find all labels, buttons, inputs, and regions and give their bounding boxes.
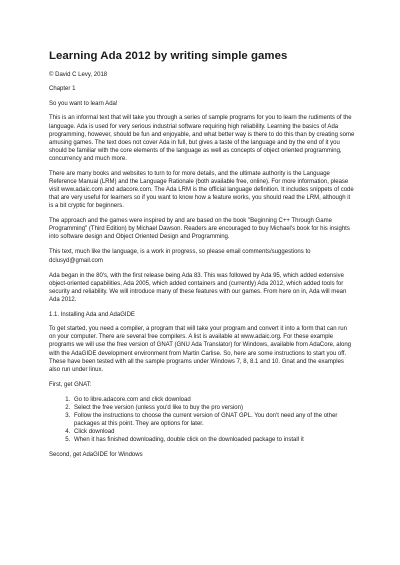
paragraph: There are many books and websites to turn to for more details, and the ultimate authority is the Language Reference Manual (LRM) and the Language Rationale (both available free, online). For more information, please visit www.adaic.com and adacore.com. The Ada LRM is the official language definition. It includes snippets of code that are very useful for learners so if you want to know how a feature works, you should read the LRM, although it is a bit cryptic for beginners. [49, 170, 354, 210]
chapter-label: Chapter 1 [49, 86, 76, 93]
paragraph: Ada began in the 80's, with the first release being Ada 83. This was followed by Ada 95, which added extensive object-oriented capabilities, Ada 2005, which added containers and (currently) Ada 2012, which added tools for security and reliability. We will introduce many of these features with our games. From here on in, Ada will mean Ada 2012. [49, 272, 347, 303]
list-item: 1. Go to libre.adacore.com and click download [72, 396, 355, 404]
paragraph: This is an informal text that will take you through a series of sample programs for you to learn the rudiments of the language. Ada is used for very serious industrial software requiring high reliability. Learning the basics of Ada programming, however, should be fun and enjoyable, and what better way is there to do this than by creating some amusing games. The text does not cover Ada in full, but gives a taste of the language and by the end of it you should be familiar with the core elements of the language as well as concepts of object oriented programming, concurrency and much more. [49, 115, 355, 162]
section-heading: 1.1. Installing Ada and AdaGIDE [49, 311, 135, 318]
paragraph: To get started, you need a compiler, a program that will take your program and convert it into a form that can run on your computer. There are several free compilers. A list is available at www.adaic.org. For these example programs we will use the free version of GNAT (GNU Ada Translator) for Windows, available from AdaCore, along with the AdaGIDE development environment from Martin Carlise. So, here are some instructions to start you off. These have been tested with all the sample programs under Windows 7, 8, 8.1 and 10. Gnat and the examples also run under linux. [49, 326, 352, 373]
step-heading: Second, get AdaGIDE for Windows [49, 452, 143, 459]
install-steps-list [49, 396, 355, 445]
document-title: Learning Ada 2012 by writing simple games [49, 50, 288, 62]
list-item: 4. Click download [72, 428, 355, 436]
copyright-line: © David C Levy, 2018 [49, 72, 108, 78]
paragraph: This text, much like the language, is a work in progress, so please email comments/suggestions to dclusyd@gmail.com [49, 249, 311, 264]
list-item: 3. Follow the instructions to choose the current version of GNAT GPL. You don't need any of the other packages at this point. They are options for later. [72, 412, 355, 428]
step-heading: First, get GNAT: [49, 381, 92, 388]
paragraph: The approach and the games were inspired by and are based on the book "Beginning C++ Through Game Programming" (Third Edition) by Michael Dawson. Readers are encouraged to buy Michael's book for his insights into software design and Object Oriented Design and Programming. [49, 218, 350, 241]
intro-line: So you want to learn Ada! [49, 100, 118, 107]
list-item: 2. Select the free version (unless you'd like to buy the pro version) [72, 404, 355, 412]
document-page [49, 50, 355, 466]
list-item: 5. When it has finished downloading, double click on the downloaded package to install it [72, 436, 355, 444]
